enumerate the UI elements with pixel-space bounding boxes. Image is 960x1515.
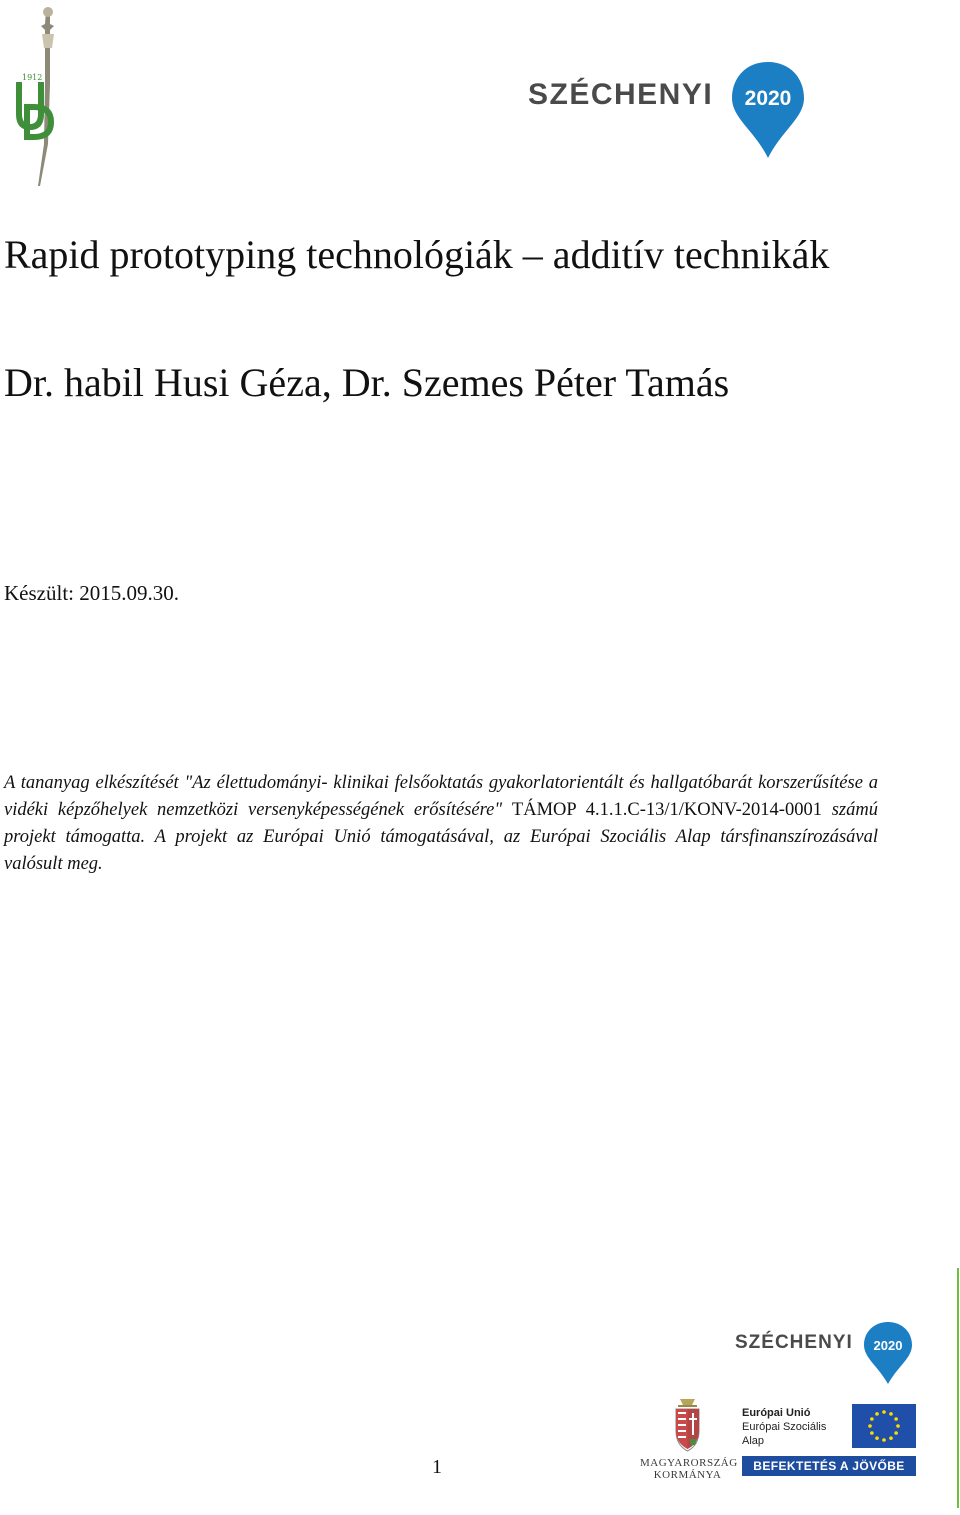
eu-star bbox=[868, 1424, 872, 1428]
coat-of-arms-icon bbox=[640, 1395, 735, 1455]
document-date: Készült: 2015.09.30. bbox=[4, 581, 179, 605]
eu-star bbox=[875, 1436, 879, 1440]
funding-text-part2: számú projekt támogatta. A projekt az Európai Unió támogatásával, az Európai Szociális Alap társfinanszírozásával valósult meg. bbox=[4, 800, 878, 874]
szechenyi-2020-logo bbox=[528, 60, 808, 160]
esf-name-line2: Alap bbox=[742, 1435, 765, 1447]
eu-star bbox=[896, 1424, 900, 1428]
eu-slogan-banner: BEFEKTETÉS A JÖVŐBE bbox=[742, 1456, 916, 1476]
eu-star bbox=[882, 1410, 886, 1414]
szechenyi-year: 2020 bbox=[744, 87, 792, 110]
government-name bbox=[640, 1457, 738, 1481]
page-edge-line bbox=[957, 1268, 959, 1508]
eu-name: Európai Unió bbox=[742, 1407, 811, 1419]
university-logo bbox=[6, 4, 76, 190]
szechenyi-2020-footer-logo bbox=[735, 1320, 915, 1380]
document-authors: Dr. habil Husi Géza, Dr. Szemes Péter Tamás bbox=[4, 360, 730, 405]
eu-star bbox=[882, 1438, 886, 1442]
government-name-line1: MAGYARORSZÁG bbox=[640, 1457, 738, 1469]
svg-text:1912: 1912 bbox=[22, 73, 43, 82]
location-pin-icon bbox=[728, 60, 808, 160]
szechenyi-year: 2020 bbox=[873, 1338, 903, 1353]
location-pin-icon bbox=[861, 1320, 915, 1386]
hungarian-government-logo bbox=[640, 1395, 738, 1485]
szechenyi-wordmark: SZÉCHENYI bbox=[735, 1332, 853, 1353]
eu-star bbox=[870, 1431, 874, 1435]
eu-star bbox=[889, 1436, 893, 1440]
eu-flag-icon bbox=[852, 1404, 916, 1448]
eu-star bbox=[889, 1412, 893, 1416]
eu-star bbox=[875, 1412, 879, 1416]
szechenyi-wordmark: SZÉCHENYI bbox=[528, 78, 714, 111]
eu-star bbox=[870, 1417, 874, 1421]
eu-star bbox=[894, 1417, 898, 1421]
eu-star bbox=[894, 1431, 898, 1435]
project-code: TÁMOP 4.1.1.C-13/1/KONV-2014-0001 bbox=[511, 800, 822, 820]
funding-statement bbox=[4, 770, 878, 878]
eu-esf-text bbox=[742, 1406, 842, 1448]
esf-name-line1: Európai Szociális bbox=[742, 1421, 827, 1433]
eu-esf-logo bbox=[742, 1404, 918, 1478]
page-number: 1 bbox=[432, 1456, 442, 1478]
document-title: Rapid prototyping technológiák – additív technikák bbox=[4, 232, 830, 277]
funding-text-part1: A tananyag elkészítését "Az élettudományi- klinikai felsőoktatás gyakorlatorientált és hallgatóbarát korszerűsítése a vidéki képzőhelyek nemzetközi versenyképességének erősítésére" bbox=[4, 773, 878, 820]
government-name-line2: KORMÁNYA bbox=[653, 1469, 722, 1481]
